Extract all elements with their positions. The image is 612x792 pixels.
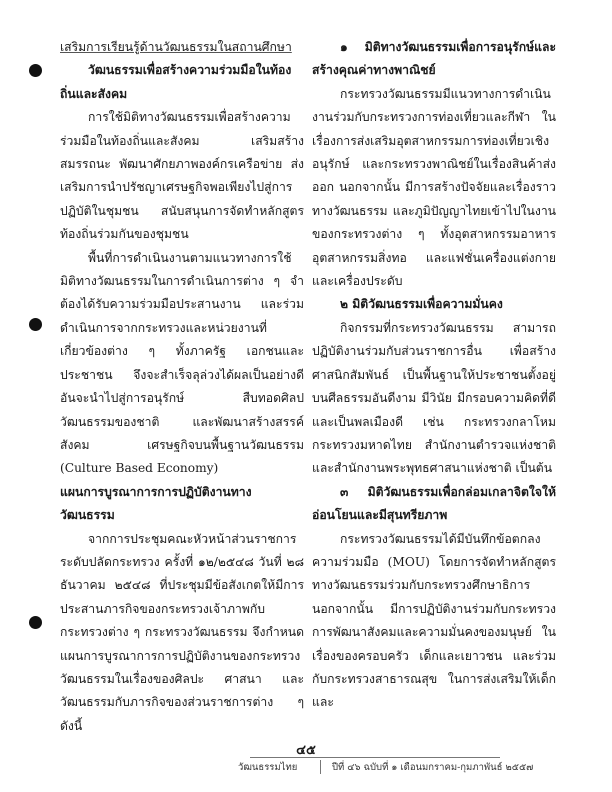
paragraph: เสริมการเรียนรู้ด้านวัฒนธรรมในสถานศึกษา <box>60 40 292 54</box>
journal-name: วัฒนธรรมไทย <box>238 762 298 773</box>
punch-hole-mark <box>29 616 42 629</box>
issue-info: ปีที่ ๔๖ ฉบับที่ ๑ เดือนมกราคม-กุมภาพันธ์ ๒๕๕๗ <box>332 762 534 773</box>
paragraph: พื้นที่การดำเนินงานตามแนวทางการใช้มิติทางวัฒนธรรมในการดำเนินการต่าง ๆ จำต้องได้รับความร่วมมือประสานงาน และร่วมดำเนินการจากกระทรวงและหน่วยงานที่เกี่ยวข้องต่าง ๆ ทั้งภาครัฐ เอกชนและประชาชน จึงจะสำเร็จลุล่วงได้ผลเป็นอย่างดี อันจะนำไปสู่การอนุรักษ์ สืบทอดศิลปวัฒนธรรมของชาติ และพัฒนาสร้างสรรค์สังคม เศรษฐกิจบนพื้นฐานวัฒนธรรม (Culture Based Economy) <box>60 250 304 476</box>
paragraph: จากการประชุมคณะหัวหน้าส่วนราชการระดับปลัดกระทรวง ครั้งที่ ๑๒/๒๕๔๘ วันที่ ๒๘ ธันวาคม ๒๕๔๘ ที่ประชุมมีข้อสังเกตให้มีการประสานภารกิจของกระทรวงเจ้าภาพกับกระทรวงต่าง ๆ กระทรวงวัฒนธรรม จึงกำหนดแผนการบูรณาการการปฏิบัติงานของกระทรวงวัฒนธรรมในเรื่องของศิลปะ ศาสนา และวัฒนธรรมกับภารกิจของส่วนราชการต่าง ๆ ดังนี้ <box>60 531 304 733</box>
right-text-column <box>312 36 556 715</box>
punch-hole-mark <box>29 318 42 331</box>
page-number: ๔๕ <box>296 743 316 758</box>
punch-hole-mark <box>29 64 42 77</box>
section-heading: ๒ มิติวัฒนธรรมเพื่อความมั่นคง <box>340 297 503 312</box>
paragraph: การใช้มิติทางวัฒนธรรมเพื่อสร้างความร่วมมือในท้องถิ่นและสังคม เสริมสร้างสมรรถนะ พัฒนาศักยภาพองค์กรเครือข่าย ส่งเสริมการนำปรัชญาเศรษฐกิจพอเพียงไปสู่การปฏิบัติในชุมชน สนับสนุนการจัดทำหลักสูตรท้องถิ่นร่วมกันของชุมชน <box>60 110 304 242</box>
section-heading: วัฒนธรรมเพื่อสร้างความร่วมมือในท้องถิ่นและสังคม <box>60 63 292 101</box>
footer-divider <box>250 757 500 758</box>
section-heading: แผนการบูรณาการการปฏิบัติงานทางวัฒนธรรม <box>60 484 252 523</box>
paragraph: กิจกรรมที่กระทรวงวัฒนธรรม สามารถปฏิบัติงานร่วมกับส่วนราชการอื่น เพื่อสร้างศาสนิกสัมพันธ์ เป็นพื้นฐานให้ประชาชนตั้งอยู่บนศีลธรรมอันดีงาม มีวินัย มีกรอบความคิดที่ดี และเป็นพลเมืองดี เช่น กระทรวงกลาโหม กระทรวงมหาดไทย สำนักงานตำรวจแห่งชาติ และสำนักงานพระพุทธศาสนาแห่งชาติ เป็นต้น <box>312 320 556 476</box>
footer-separator <box>320 760 321 774</box>
paragraph: กระทรวงวัฒนธรรมได้มีบันทึกข้อตกลงความร่วมมือ (MOU) โดยการจัดทำหลักสูตรทางวัฒนธรรมร่วมกับกระทรวงศึกษาธิการ นอกจากนั้น มีการปฏิบัติงานร่วมกับกระทรวงการพัฒนาสังคมและความมั่นคงของมนุษย์ ในเรื่องของครอบครัว เด็กและเยาวชน และร่วมกับกระทรวงสาธารณสุข ในการส่งเสริมให้เด็กและ <box>312 531 556 710</box>
section-heading: ๑ มิติทางวัฒนธรรมเพื่อการอนุรักษ์และสร้างคุณค่าทางพาณิชย์ <box>312 40 556 78</box>
section-heading: ๓ มิติวัฒนธรรมเพื่อกล่อมเกลาจิตใจให้อ่อนโยนและมีสุนทรียภาพ <box>312 484 556 523</box>
paragraph: กระทรวงวัฒนธรรมมีแนวทางการดำเนินงานร่วมกับกระทรวงการท่องเที่ยวและกีฬา ในเรื่องการส่งเสริมอุตสาหกรรมการท่องเที่ยวเชิงอนุรักษ์ และกระทรวงพาณิชย์ในเรื่องสินค้าส่งออก นอกจากนั้น มีการสร้างปัจจัยและเรื่องราวทางวัฒนธรรม และภูมิปัญญาไทยเข้าไปในงานของกระทรวงต่าง ๆ ทั้งอุตสาหกรรมอาหาร อุตสาหกรรมสิ่งทอ และแฟชั่นเครื่องแต่งกายและเครื่องประดับ <box>312 86 556 289</box>
left-text-column <box>60 36 304 738</box>
